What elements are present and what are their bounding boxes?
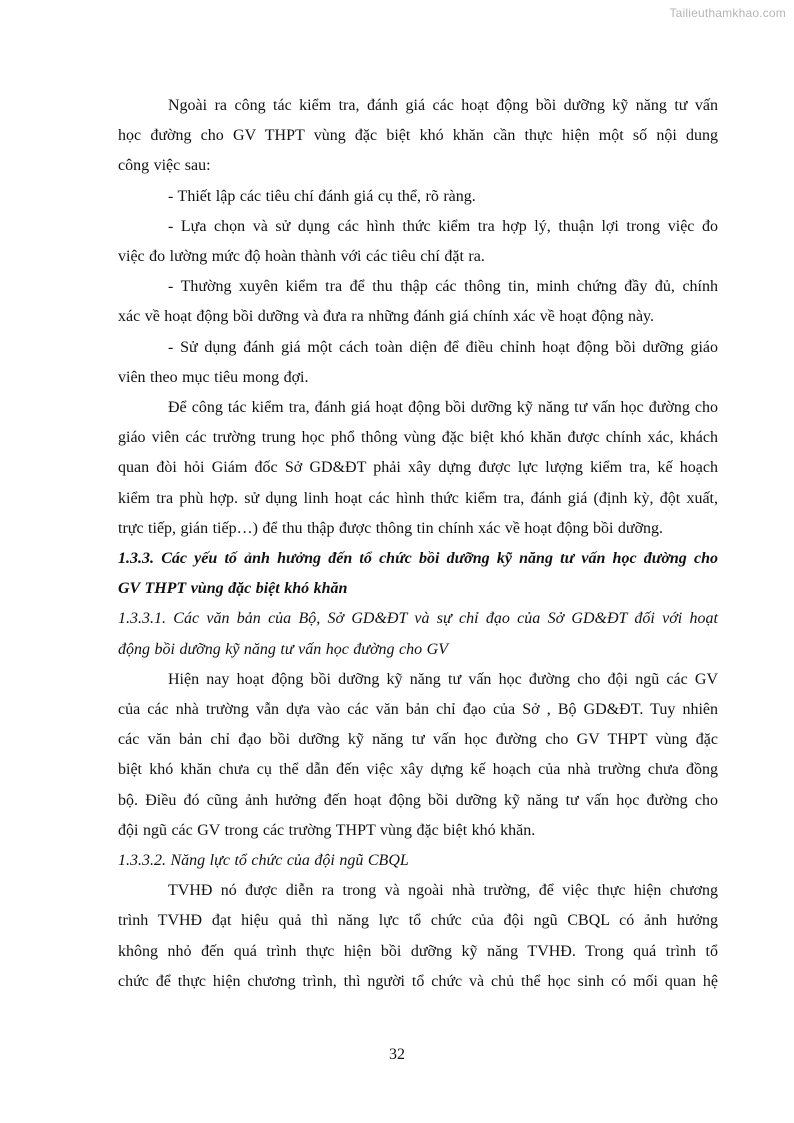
- paragraph: [118, 665, 718, 846]
- text-line: xác về hoạt động bồi dưỡng và đưa ra những đánh giá chính xác về hoạt động này.: [118, 308, 655, 326]
- watermark-text: Tailieuthamkhao.com: [669, 6, 786, 20]
- section-heading: [118, 544, 718, 604]
- list-item: [118, 272, 718, 332]
- list-item: [118, 333, 718, 393]
- text-line: không nhỏ đến quá trình thực hiện bồi dưỡng kỹ năng TVHĐ. Trong quá trình tổ: [118, 942, 718, 960]
- text-line: biệt khó khăn chưa cụ thể dẫn đến việc xây dựng kế hoạch của nhà trường chưa đồng: [118, 761, 718, 779]
- text-line: kiểm tra phù hợp. sử dụng linh hoạt các hình thức kiểm tra, đánh giá (định kỳ, đột xuất,: [118, 489, 718, 507]
- text-line: - Sử dụng đánh giá một cách toàn diện để điều chỉnh hoạt động bồi dưỡng giáo: [168, 338, 718, 356]
- text-line: Hiện nay hoạt động bồi dưỡng kỹ năng tư vấn học đường cho đội ngũ các GV: [168, 670, 718, 688]
- text-line: các văn bản chỉ đạo bồi dưỡng kỹ năng tư vấn học đường cho GV THPT vùng đặc: [118, 731, 718, 749]
- text-line: Để công tác kiểm tra, đánh giá hoạt động bồi dưỡng kỹ năng tư vấn học đường cho: [168, 399, 718, 417]
- heading-line: GV THPT vùng đặc biệt khó khăn: [118, 580, 348, 598]
- text-line: công việc sau:: [118, 157, 211, 175]
- list-item: [118, 182, 718, 212]
- subsection-heading: [118, 604, 718, 664]
- text-line: quan đòi hỏi Giám đốc Sở GD&ĐT phải xây dựng được lực lượng kiểm tra, kế hoạch: [118, 459, 718, 477]
- subsection-heading: [118, 846, 718, 876]
- text-line: - Thiết lập các tiêu chí đánh giá cụ thể, rõ ràng.: [168, 187, 476, 205]
- text-line: trình TVHĐ đạt hiệu quả thì năng lực tổ chức của đội ngũ CBQL có ảnh hưởng: [118, 912, 718, 930]
- text-line: chức để thực hiện chương trình, thì người tổ chức và chủ thể học sinh có mối quan hệ: [118, 972, 718, 990]
- text-line: Ngoài ra công tác kiểm tra, đánh giá các hoạt động bồi dưỡng kỹ năng tư vấn: [168, 97, 718, 114]
- text-line: việc đo lường mức độ hoàn thành với các tiêu chí đặt ra.: [118, 248, 485, 266]
- text-line: viên theo mục tiêu mong đợi.: [118, 368, 309, 386]
- heading-line: 1.3.3.2. Năng lực tổ chức của đội ngũ CBQL: [118, 852, 409, 870]
- text-line: đội ngũ các GV trong các trường THPT vùng đặc biệt khó khăn.: [118, 821, 536, 839]
- text-line: trực tiếp, gián tiếp…) để thu thập được thông tin chính xác về hoạt động bồi dưỡng.: [118, 519, 664, 537]
- list-item: [118, 212, 718, 272]
- heading-line: 1.3.3. Các yếu tố ảnh hưởng đến tổ chức bồi dưỡng kỹ năng tư vấn học đường cho: [118, 550, 718, 568]
- paragraph-intro: [118, 91, 718, 182]
- paragraph: [118, 393, 718, 544]
- document-body: [118, 91, 718, 997]
- paragraph: [118, 876, 718, 997]
- text-line: giáo viên các trường trung học phổ thông vùng đặc biệt khó khăn được chính xác, khách: [118, 429, 718, 447]
- text-line: - Lựa chọn và sử dụng các hình thức kiểm tra hợp lý, thuận lợi trong việc đo: [168, 217, 718, 235]
- text-line: bộ. Điều đó cũng ảnh hưởng đến hoạt động bồi dưỡng kỹ năng tư vấn học đường cho: [118, 791, 718, 809]
- text-line: của các nhà trường vẫn dựa vào các văn bản chỉ đạo của Sở , Bộ GD&ĐT. Tuy nhiên: [118, 701, 718, 719]
- text-line: - Thường xuyên kiểm tra để thu thập các thông tin, minh chứng đầy đủ, chính: [168, 278, 718, 296]
- heading-line: 1.3.3.1. Các văn bản của Bộ, Sở GD&ĐT và sự chỉ đạo của Sở GD&ĐT đối với hoạt: [118, 610, 718, 628]
- page-number: 32: [389, 1046, 405, 1063]
- heading-line: động bồi dưỡng kỹ năng tư vấn học đường cho GV: [118, 640, 448, 658]
- text-line: học đường cho GV THPT vùng đặc biệt khó khăn cần thực hiện một số nội dung: [118, 127, 718, 145]
- text-line: TVHĐ nó được diễn ra trong và ngoài nhà trường, để việc thực hiện chương: [168, 882, 718, 900]
